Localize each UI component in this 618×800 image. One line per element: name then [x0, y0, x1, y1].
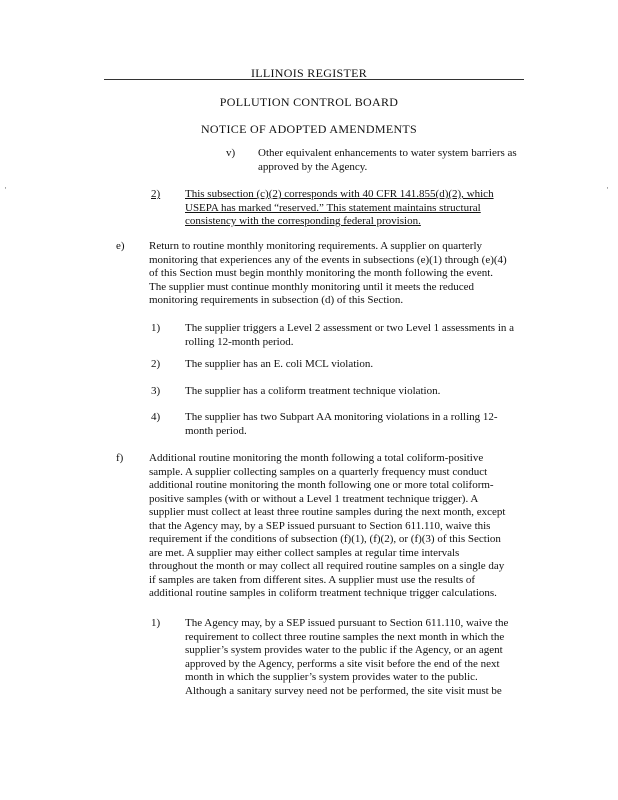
section-f-line: additional routine monitoring the month following one or more total coliform- — [149, 479, 494, 491]
item-2-line: This subsection (c)(2) corresponds with 40 CFR 141.855(d)(2), which — [185, 188, 494, 200]
register-title: ILLINOIS REGISTER — [250, 66, 368, 80]
e-item-3-label: 3) — [151, 385, 161, 397]
section-f-line: that the Agency may, by a SEP issued pursuant to Section 611.110, waive this — [149, 519, 491, 532]
margin-mark-right: · — [606, 183, 609, 193]
e-item-4-line: month period. — [185, 424, 247, 437]
f-item-1-line: approved by the Agency, performs a site visit before the end of the next — [185, 657, 500, 670]
section-e-line: The supplier must continue monthly monitoring until it meets the reduced — [149, 280, 475, 293]
board-title: POLLUTION CONTROL BOARD — [219, 95, 399, 109]
e-item-3-line: The supplier has a coliform treatment technique violation. — [185, 385, 441, 397]
section-e-label: e) — [116, 240, 125, 252]
f-item-1-text — [185, 617, 508, 698]
section-e-text — [149, 240, 507, 308]
item-2-label: 2) — [151, 188, 161, 200]
section-f-line: if samples are taken from different sites. A supplier must use the results of — [149, 573, 476, 586]
e-item-1-line: rolling 12-month period. — [185, 335, 294, 348]
e-item-1-text — [185, 322, 514, 349]
section-f-line: Additional routine monitoring the month following a total coliform-positive — [149, 452, 484, 464]
f-item-1-line: supplier’s system provides water to the public if the Agency, or an agent — [185, 644, 503, 656]
section-e-line: Return to routine monthly monitoring requirements. A supplier on quarterly — [149, 240, 483, 252]
e-item-4-line: The supplier has two Subpart AA monitoring violations in a rolling 12- — [185, 411, 498, 423]
item-2-line: consistency with the corresponding federal provision. — [185, 215, 421, 227]
e-item-4-label: 4) — [151, 411, 161, 423]
section-f-line: sample. A supplier collecting samples on a quarterly frequency must conduct — [149, 465, 488, 478]
f-item-1-label: 1) — [151, 617, 161, 629]
e-item-1-line: The supplier triggers a Level 2 assessment or two Level 1 assessments in a — [185, 322, 515, 334]
section-f-line: positive samples (with or without a Level 1 treatment technique trigger). A — [149, 492, 479, 505]
item-v-line: Other equivalent enhancements to water system barriers as — [258, 147, 517, 159]
section-e-line: of this Section must begin monthly monitoring the month following the event. — [149, 267, 494, 279]
section-f-text — [149, 452, 506, 601]
section-f-line: additional routine samples in coliform treatment technique trigger calculations. — [149, 587, 497, 599]
header-rule — [104, 79, 524, 80]
e-item-3-text — [185, 385, 440, 399]
e-item-2-text — [185, 358, 373, 372]
section-f-line: requirement if the conditions of subsection (f)(1), (f)(2), or (f)(3) of this Section — [149, 533, 501, 545]
item-2-line: USEPA has marked “reserved.” This statement maintains structural — [185, 201, 481, 214]
item-v-line: approved by the Agency. — [258, 160, 368, 173]
f-item-1-line: The Agency may, by a SEP issued pursuant to Section 611.110, waive the — [185, 617, 509, 629]
section-f-line: supplier must collect at least three routine samples during the next month, except — [149, 506, 506, 518]
section-f-line: are met. A supplier may either collect samples at regular time intervals — [149, 546, 460, 559]
f-item-1-line: month in which the supplier’s system provides water to the public. — [185, 671, 478, 683]
e-item-2-label: 2) — [151, 358, 161, 370]
e-item-4-text — [185, 411, 498, 438]
e-item-2-line: The supplier has an E. coli MCL violation. — [185, 358, 374, 370]
section-f-label: f) — [116, 452, 124, 464]
item-2-text — [185, 188, 494, 229]
f-item-1-line: requirement to collect three routine samples the next month in which the — [185, 630, 505, 643]
section-e-line: monitoring that experiences any of the events in subsections (e)(1) through (e)(4) — [149, 253, 507, 266]
section-f-line: throughout the month or may collect all required routine samples on a single day — [149, 560, 505, 572]
item-v-text — [258, 147, 517, 174]
notice-title: NOTICE OF ADOPTED AMENDMENTS — [200, 122, 418, 136]
margin-mark-left: · — [4, 183, 7, 193]
f-item-1-line: Although a sanitary survey need not be performed, the site visit must be — [185, 684, 502, 697]
e-item-1-label: 1) — [151, 322, 161, 334]
item-v-label: v) — [226, 147, 236, 159]
section-e-line: monitoring requirements in subsection (d) of this Section. — [149, 294, 404, 306]
